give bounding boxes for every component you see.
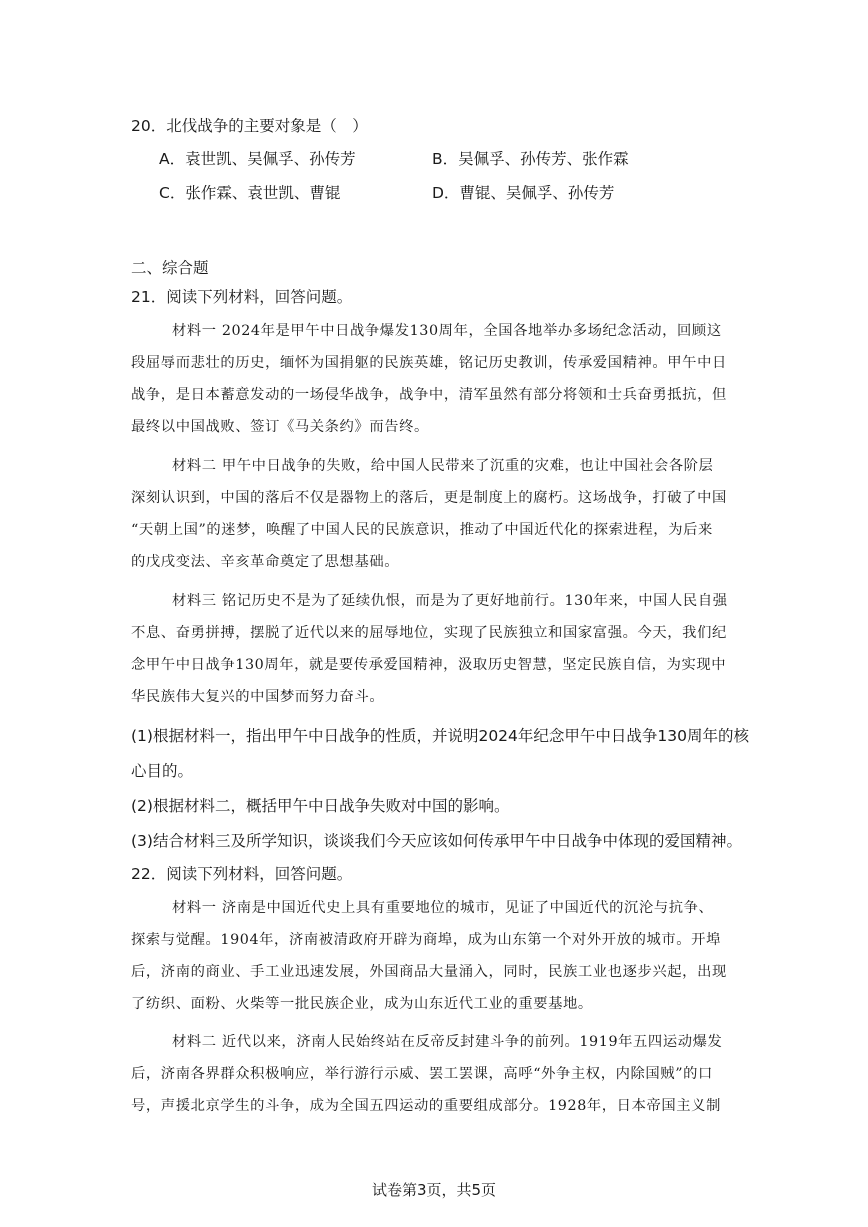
q22-material-line: 探索与觉醒。1904年，济南被清政府开辟为商埠，成为山东第一个对外开放的城市。开埠 — [131, 932, 721, 948]
q21-material-line: 深刻认识到，中国的落后不仅是器物上的落后，更是制度上的腐朽。这场战争，打破了中国 — [131, 490, 727, 506]
q22-material-line: 材料一 济南是中国近代史上具有重要地位的城市，见证了中国近代的沉沦与抗争、 — [172, 900, 714, 916]
q21-material-line: 材料一 2024年是甲午中日战争爆发130周年，全国各地举办多场纪念活动，回顾这 — [172, 323, 722, 339]
q22-stem: 22．阅读下列材料，回答问题。 — [131, 865, 353, 883]
q21-material-line: 的戊戌变法、辛亥革命奠定了思想基础。 — [131, 554, 400, 570]
q20-stem: 20．北伐战争的主要对象是（ ） — [131, 117, 368, 135]
q21-material-line: “天朝上国”的迷梦，唤醒了中国人民的民族意识，推动了中国近代化的探索进程，为后来 — [131, 522, 713, 538]
q21-stem: 21．阅读下列材料，回答问题。 — [131, 288, 353, 306]
section-title: 二、综合题 — [131, 259, 209, 277]
q21-material-line: 不息、奋勇拼搏，摆脱了近代以来的屈辱地位，实现了民族独立和国家富强。今天，我们纪 — [131, 625, 727, 641]
q20-option-c: C．张作霖、袁世凯、曹锟 — [159, 184, 341, 202]
q22-material-line: 号，声援北京学生的斗争，成为全国五四运动的重要组成部分。1928年，日本帝国主义制 — [131, 1098, 721, 1114]
q21-subquestion: (2)根据材料二，概括甲午中日战争失败对中国的影响。 — [131, 797, 510, 815]
q21-material-line: 材料三 铭记历史不是为了延续仇恨，而是为了更好地前行。130年来，中国人民自强 — [172, 593, 728, 609]
q20-option-d: D．曹锟、吴佩孚、孙传芳 — [432, 184, 615, 202]
q20-option-b: B．吴佩孚、孙传芳、张作霖 — [432, 150, 629, 168]
q21-material-line: 材料二 甲午中日战争的失败，给中国人民带来了沉重的灾难，也让中国社会各阶层 — [172, 458, 714, 474]
q20-option-a: A．袁世凯、吴佩孚、孙传芳 — [159, 150, 356, 168]
q21-material-line: 华民族伟大复兴的中国梦而努力奋斗。 — [131, 689, 385, 705]
q21-subquestion: 心目的。 — [131, 762, 194, 780]
q22-material-line: 后，济南的商业、手工业迅速发展，外国商品大量涌入，同时，民族工业也逐步兴起，出现 — [131, 964, 727, 980]
q22-material-line: 材料二 近代以来，济南人民始终站在反帝反封建斗争的前列。1919年五四运动爆发 — [172, 1034, 723, 1050]
q22-material-line: 了纺织、面粉、火柴等一批民族企业，成为山东近代工业的重要基地。 — [131, 996, 593, 1012]
page-footer: 试卷第3页，共5页 — [371, 1181, 497, 1199]
q21-subquestion: (1)根据材料一，指出甲午中日战争的性质，并说明2024年纪念甲午中日战争130周年的核 — [131, 727, 749, 745]
q22-material-line: 后，济南各界群众积极响应，举行游行示威、罢工罢课，高呼“外争主权，内除国贼”的口 — [131, 1066, 713, 1082]
q21-subquestion: (3)结合材料三及所学知识，谈谈我们今天应该如何传承甲午中日战争中体现的爱国精神。 — [131, 832, 742, 850]
q21-material-line: 最终以中国战败、签订《马关条约》而告终。 — [131, 419, 429, 435]
q21-material-line: 段屈辱而悲壮的历史，缅怀为国捐躯的民族英雄，铭记历史教训，传承爱国精神。甲午中日 — [131, 355, 727, 371]
q21-material-line: 战争，是日本蓄意发动的一场侵华战争，战争中，清军虽然有部分将领和士兵奋勇抵抗，但 — [131, 387, 727, 403]
q21-material-line: 念甲午中日战争130周年，就是要传承爱国精神，汲取历史智慧，坚定民族自信，为实现中 — [131, 657, 727, 673]
